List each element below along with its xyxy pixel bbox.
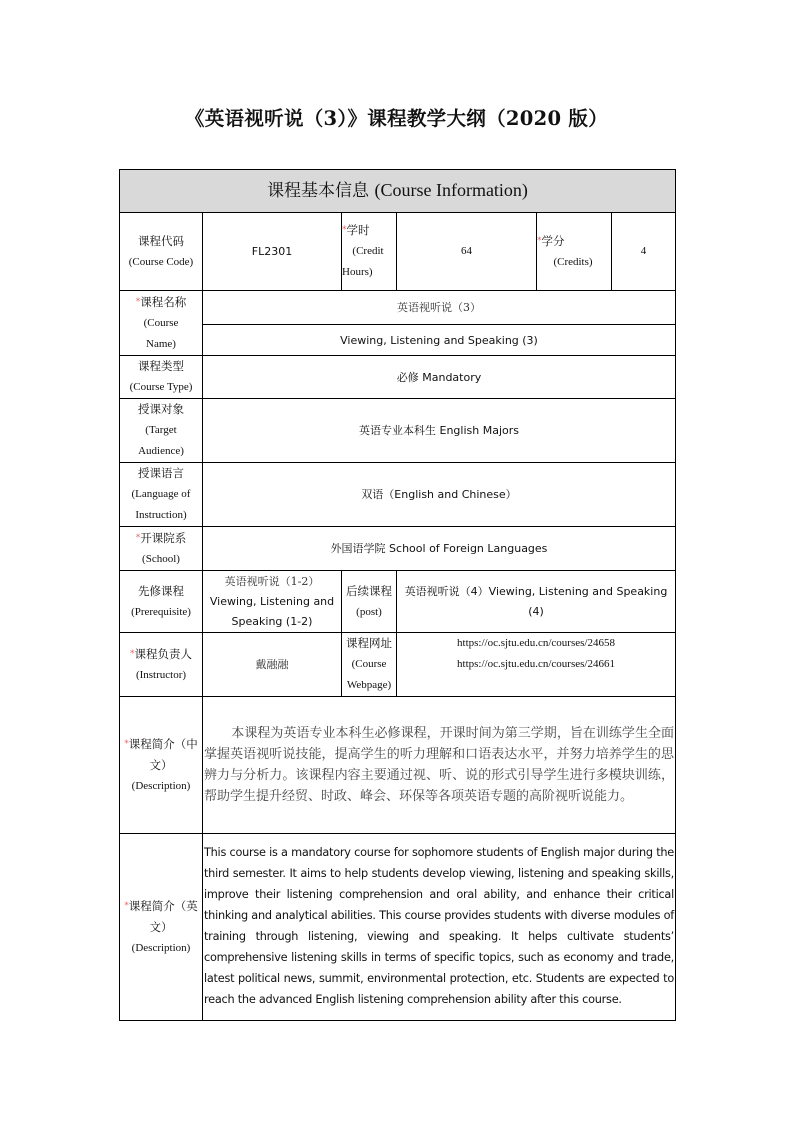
value-credits: 4	[612, 213, 676, 291]
table-row-name-cn	[120, 291, 676, 325]
table-row-description-cn	[120, 697, 676, 834]
label-school: *开课院系 (School)	[120, 527, 203, 571]
required-marker: *	[135, 532, 141, 543]
label-credits: *学分 (Credits)	[537, 213, 612, 291]
header-cn: 课程基本信息	[267, 181, 370, 201]
webpage-link-2[interactable]: https://oc.sjtu.edu.cn/courses/24661	[457, 658, 615, 670]
value-description-cn: 本课程为英语专业本科生必修课程，开课时间为第三学期，旨在训练学生全面掌握英语视听说技能，提高学生的听力理解和口语表达水平，并努力培养学生的思辨力与分析力。该课程内容主要通过视、听、说的形式引导学生进行多模块训练，帮助学生提升经贸、时政、峰会、环保等各项英语专题的高阶视听说能力。	[203, 697, 676, 834]
value-school: 外国语学院 School of Foreign Languages	[203, 527, 676, 571]
required-marker: *	[342, 225, 347, 235]
value-instructor: 戴融融	[203, 633, 342, 697]
table-row-language	[120, 463, 676, 527]
webpage-link-1[interactable]: https://oc.sjtu.edu.cn/courses/24658	[457, 637, 615, 649]
label-credit-hours: *学时 (Credit Hours)	[342, 213, 397, 291]
value-language: 双语（English and Chinese）	[203, 463, 676, 527]
value-post: 英语视听说（4）Viewing, Listening and Speaking (4)	[397, 571, 676, 633]
table-row-name-en	[120, 325, 676, 356]
label-instructor: *课程负责人 (Instructor)	[120, 633, 203, 697]
table-row-description-en	[120, 834, 676, 1021]
document-title: 《英语视听说（3）》课程教学大纲（2020 版）	[184, 107, 609, 130]
label-language: 授课语言 (Language of Instruction)	[120, 463, 203, 527]
table-row-instructor	[120, 633, 676, 697]
value-course-code: FL2301	[203, 213, 342, 291]
label-description-cn: *课程简介（中文） (Description)	[120, 697, 203, 834]
label-description-en: *课程简介（英文） (Description)	[120, 834, 203, 1021]
required-marker: *	[130, 648, 135, 659]
label-course-code: 课程代码 (Course Code)	[120, 213, 203, 291]
required-marker: *	[124, 900, 129, 911]
required-marker: *	[135, 296, 141, 307]
value-prerequisite: 英语视听说（1-2） Viewing, Listening and Speaking (1-2)	[203, 571, 342, 633]
label-webpage: 课程网址 (Course Webpage)	[342, 633, 397, 697]
value-webpage	[397, 633, 676, 697]
value-credit-hours: 64	[397, 213, 537, 291]
course-info-table	[119, 169, 676, 1021]
value-description-en: This course is a mandatory course for sophomore students of English major during the third semester. It aims to help students develop viewing, listening and speaking skills, improve their listening comprehension and oral ability, and enhance their critical thinking and analytical abilities. This course provides students with diverse modules of training through listening, viewing and speaking. It helps cultivate students’ comprehensive listening skills in terms of specific topics, such as economy and trade, latest political news, summit, environmental protection, etc. Students are expected to reach the advanced English listening comprehension ability after this course.	[203, 834, 676, 1021]
table-row-code	[120, 213, 676, 291]
table-row-audience	[120, 399, 676, 463]
label-post: 后续课程 (post)	[342, 571, 397, 633]
value-course-name-en: Viewing, Listening and Speaking (3)	[203, 325, 676, 356]
required-marker: *	[537, 235, 542, 246]
table-row-school	[120, 527, 676, 571]
label-prerequisite: 先修课程 (Prerequisite)	[120, 571, 203, 633]
value-target-audience: 英语专业本科生 English Majors	[203, 399, 676, 463]
value-course-type: 必修 Mandatory	[203, 356, 676, 399]
required-marker: *	[124, 738, 129, 749]
label-target-audience: 授课对象 (Target Audience)	[120, 399, 203, 463]
table-row-type	[120, 356, 676, 399]
table-header	[120, 170, 676, 213]
header-en: (Course Information)	[374, 180, 528, 200]
label-course-name: *课程名称 (Course Name)	[120, 291, 203, 356]
value-course-name-cn: 英语视听说（3）	[203, 291, 676, 325]
table-row-prerequisite	[120, 571, 676, 633]
label-course-type: 课程类型 (Course Type)	[120, 356, 203, 399]
